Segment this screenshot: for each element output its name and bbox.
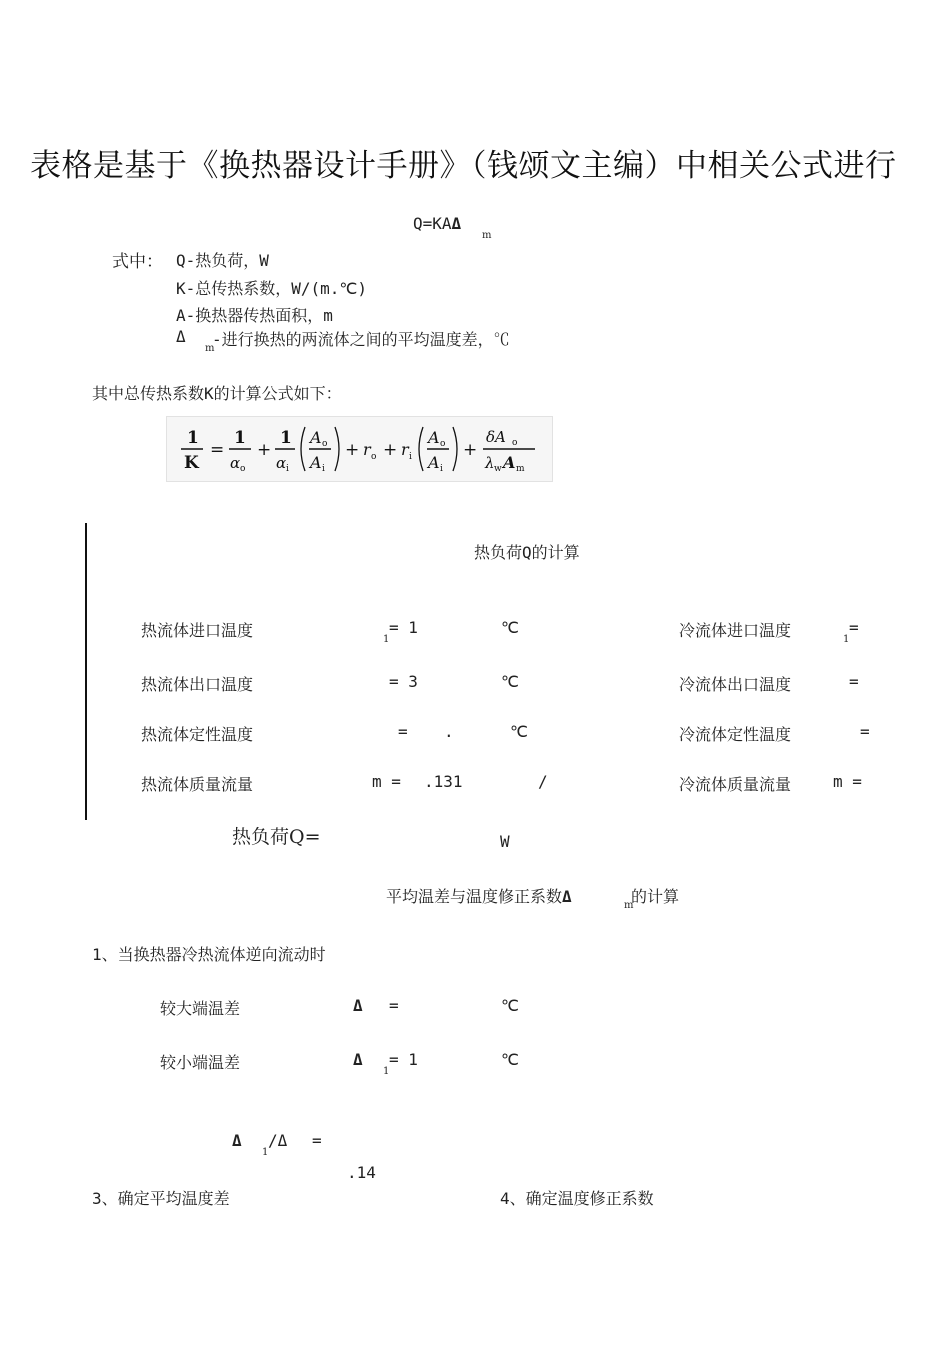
- mean-temp-item: 3、确定平均温度差: [92, 1189, 230, 1208]
- formula-ao-1-sub: o: [322, 439, 328, 449]
- formula-lambda: λ: [485, 454, 495, 472]
- mean-temp-heading: [386, 884, 572, 907]
- formula-r-o: r: [363, 440, 371, 459]
- formula-plus-4: +: [463, 440, 478, 460]
- cold-qualitative-value: =: [860, 722, 870, 741]
- formula-ai-1-sub: i: [322, 464, 325, 474]
- formula-ao-2: A: [428, 428, 440, 447]
- k-formula: [166, 416, 553, 482]
- heat-load-heading: 热负荷Q的计算: [474, 543, 580, 562]
- definition-k: K-总传热系数，W/(m.℃): [176, 279, 368, 298]
- formula-r-i-sub: i: [409, 452, 412, 462]
- small-end-label: 较小端温差: [160, 1053, 241, 1072]
- page-title: 表格是基于《换热器设计手册》（钱颂文主编）中相关公式进行: [30, 148, 897, 184]
- mean-temp-heading-pre: 平均温差与温度修正系数: [386, 887, 563, 906]
- small-end-value: = 1: [389, 1050, 418, 1069]
- ratio-sub: 1: [262, 1147, 269, 1158]
- small-end-delta: Δ: [353, 1050, 363, 1069]
- formula-alpha-i: α: [276, 454, 287, 472]
- section-border: [85, 523, 87, 820]
- hot-inlet-sub: 1: [383, 634, 390, 645]
- hot-outlet-unit: ℃: [501, 672, 519, 691]
- cold-outlet-value: =: [849, 672, 859, 691]
- definition-dt-delta: Δ: [176, 327, 186, 346]
- mean-temp-heading-sub: m: [624, 900, 634, 911]
- cold-inlet-sub: 1: [843, 634, 850, 645]
- ratio-slash: /Δ: [268, 1131, 288, 1150]
- cold-mass-value: m =: [833, 772, 862, 791]
- formula-ao-2-sub: o: [440, 439, 446, 449]
- formula-delta-ao-sub: o: [512, 438, 518, 448]
- mean-temp-heading-delta: Δ: [562, 887, 572, 906]
- formula-one-1: 1: [187, 428, 199, 448]
- ratio-eq: =: [312, 1131, 322, 1150]
- definition-dt: -进行换热的两流体之间的平均温度差，℃: [212, 330, 510, 349]
- hot-outlet-label: 热流体出口温度: [141, 675, 254, 694]
- formula-ai-1: A: [310, 453, 322, 472]
- formula-plus-3: +: [383, 440, 398, 460]
- small-end-sub: 1: [383, 1066, 390, 1077]
- formula-lambda-sub: w: [494, 464, 502, 474]
- cold-qualitative-label: 冷流体定性温度: [679, 725, 792, 744]
- formula-one-2: 1: [234, 428, 246, 448]
- large-end-unit: ℃: [501, 996, 519, 1015]
- correction-item: 4、确定温度修正系数: [500, 1189, 654, 1208]
- large-end-eq: =: [389, 996, 399, 1015]
- formula-eq: =: [210, 440, 225, 460]
- hot-outlet-value: = 3: [389, 672, 418, 691]
- definitions-label: 式中：: [112, 252, 163, 272]
- hot-inlet-value: = 1: [389, 618, 418, 637]
- small-end-unit: ℃: [501, 1050, 519, 1069]
- definition-a: A-换热器传热面积，m: [176, 306, 333, 325]
- hot-qualitative-unit: ℃: [510, 722, 528, 741]
- main-equation-delta: Δ: [451, 214, 462, 233]
- formula-alpha-i-sub: i: [286, 464, 289, 474]
- formula-alpha-o-sub: o: [240, 464, 246, 474]
- hot-qualitative-dot: .: [444, 722, 454, 741]
- formula-one-3: 1: [280, 428, 292, 448]
- large-end-delta: Δ: [353, 996, 363, 1015]
- formula-ai-2: A: [428, 453, 440, 472]
- hot-mass-unit: /: [538, 772, 548, 791]
- formula-r-i: r: [401, 440, 409, 459]
- hot-mass-value: .131: [424, 772, 463, 791]
- definition-q: Q-热负荷，W: [176, 251, 269, 270]
- cold-mass-label: 冷流体质量流量: [679, 775, 792, 794]
- hot-inlet-label: 热流体进口温度: [141, 621, 254, 640]
- formula-plus-1: +: [257, 440, 272, 460]
- counterflow-item: 1、当换热器冷热流体逆向流动时: [92, 945, 326, 964]
- formula-delta-ao: δA: [486, 428, 506, 446]
- ratio-delta-1: Δ: [232, 1131, 242, 1150]
- main-equation-text: Q=KA: [413, 214, 452, 233]
- formula-k: K: [184, 453, 199, 473]
- cold-inlet-label: 冷流体进口温度: [679, 621, 792, 640]
- formula-plus-2: +: [345, 440, 360, 460]
- mean-temp-heading-post: 的计算: [631, 887, 680, 906]
- hot-inlet-unit: ℃: [501, 618, 519, 637]
- main-equation-sub: m: [482, 230, 492, 241]
- cold-outlet-label: 冷流体出口温度: [679, 675, 792, 694]
- hot-mass-label: 热流体质量流量: [141, 775, 254, 794]
- formula-ao-1: A: [310, 428, 322, 447]
- k-formula-intro: 其中总传热系数K的计算公式如下：: [92, 384, 342, 403]
- formula-am: A: [503, 453, 516, 472]
- main-equation: [413, 214, 461, 233]
- hot-mass-m: m =: [372, 772, 401, 791]
- ratio-value: .14: [347, 1163, 376, 1182]
- cold-inlet-value: =: [849, 618, 859, 637]
- hot-qualitative-eq: =: [398, 722, 408, 741]
- heat-load-label: 热负荷Q=: [232, 826, 321, 848]
- heat-load-unit: W: [500, 832, 510, 851]
- formula-r-o-sub: o: [371, 452, 377, 462]
- hot-qualitative-label: 热流体定性温度: [141, 725, 254, 744]
- formula-am-sub: m: [516, 464, 525, 474]
- definition-dt-sub: m: [205, 343, 215, 354]
- formula-ai-2-sub: i: [440, 464, 443, 474]
- formula-alpha-o: α: [230, 454, 241, 472]
- large-end-label: 较大端温差: [160, 999, 241, 1018]
